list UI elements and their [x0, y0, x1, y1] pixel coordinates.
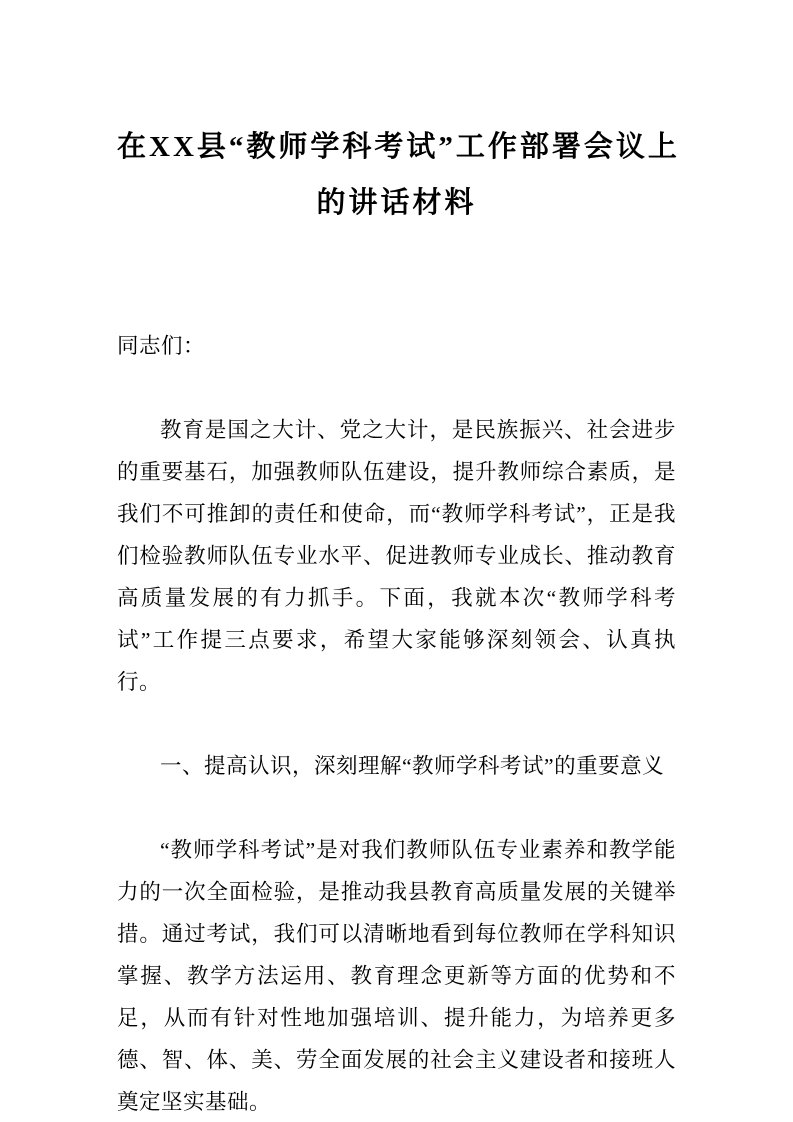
document-title — [117, 119, 680, 231]
document-title-line2: 的讲话材料 — [316, 187, 477, 219]
paragraph-intro: 教育是国之大计、党之大计，是民族振兴、社会进步的重要基石，加强教师队伍建设，提升教师综合素质，是我们不可推卸的责任和使命，而“教师学科考试”，正是我们检验教师队伍专业水平、促进教师专业成长、推动教育高质量发展的有力抓手。下面，我就本次“教师学科考试”工作提三点要求，希望大家能够深刻领会、认真执行。 — [117, 418, 676, 694]
section-heading-1: 一、提高认识，深刻理解“教师学科考试”的重要意义 — [160, 754, 665, 778]
document-title-line1: 在XX县“教师学科考试”工作部署会议上 — [117, 131, 680, 163]
paragraph-section-1: “教师学科考试”是对我们教师队伍专业素养和教学能力的一次全面检验，是推动我县教育高质量发展的关键举措。通过考试，我们可以清晰地看到每位教师在学科知识掌握、教学方法运用、教育理念更新等方面的优势和不足，从而有针对性地加强培训、提升能力，为培养更多德、智、体、美、劳全面发展的社会主义建设者和接班人奠定坚实基础。 — [117, 838, 676, 1114]
salutation: 同志们： — [117, 334, 206, 358]
